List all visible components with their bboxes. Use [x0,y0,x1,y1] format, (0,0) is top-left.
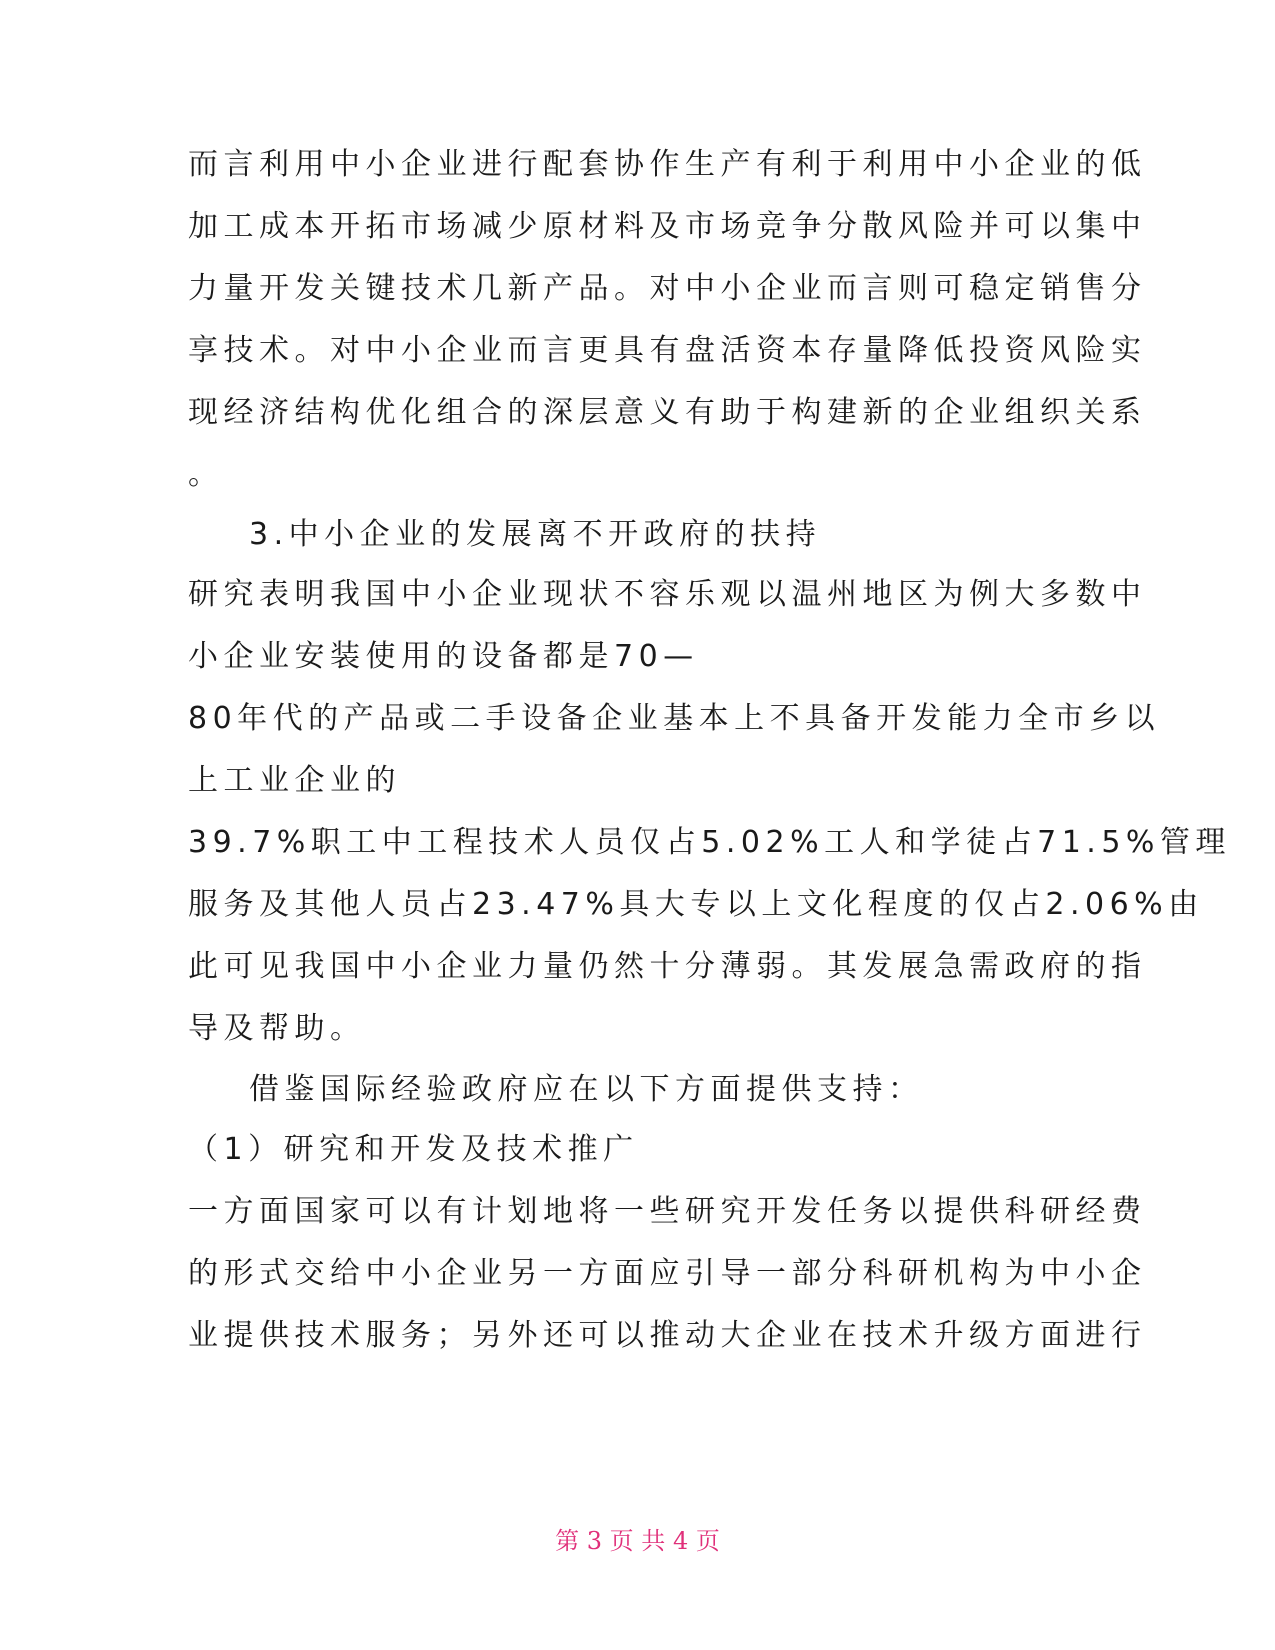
paragraph-line: 小企业安装使用的设备都是70— [188,639,699,674]
paragraph-line: 享技术。对中小企业而言更具有盘活资本存量降低投资风险实 [188,333,1147,368]
paragraph-line: 上工业企业的 [188,763,401,798]
paragraph-line: 导及帮助。 [188,1011,366,1046]
paragraph-line: 现经济结构优化组合的深层意义有助于构建新的企业组织关系 [188,395,1147,430]
subsection-heading: （1）研究和开发及技术推广 [188,1132,639,1167]
paragraph-line: 研究表明我国中小企业现状不容乐观以温州地区为例大多数中 [188,577,1147,612]
page-number-footer: 第 3 页 共 4 页 [555,1527,720,1555]
paragraph-line: 而言利用中小企业进行配套协作生产有利于利用中小企业的低 [188,147,1147,182]
paragraph-line: 此可见我国中小企业力量仍然十分薄弱。其发展急需政府的指 [188,949,1147,984]
paragraph-line: 服务及其他人员占23.47%具大专以上文化程度的仅占2.06%由 [188,887,1204,922]
paragraph-line: 加工成本开拓市场减少原材料及市场竞争分散风险并可以集中 [188,209,1147,244]
paragraph-line: 80年代的产品或二手设备企业基本上不具备开发能力全市乡以 [188,701,1161,736]
paragraph-line: 借鉴国际经验政府应在以下方面提供支持： [249,1072,924,1107]
paragraph-line: 力量开发关键技术几新产品。对中小企业而言则可稳定销售分 [188,271,1147,306]
section-heading: 3.中小企业的发展离不开政府的扶持 [249,517,822,552]
paragraph-line: 39.7%职工中工程技术人员仅占5.02%工人和学徒占71.5%管理 [188,825,1231,860]
paragraph-line: 业提供技术服务；另外还可以推动大企业在技术升级方面进行 [188,1318,1147,1353]
paragraph-line: 的形式交给中小企业另一方面应引导一部分科研机构为中小企 [188,1256,1147,1291]
paragraph-line: 。 [188,457,224,492]
paragraph-line: 一方面国家可以有计划地将一些研究开发任务以提供科研经费 [188,1194,1147,1229]
